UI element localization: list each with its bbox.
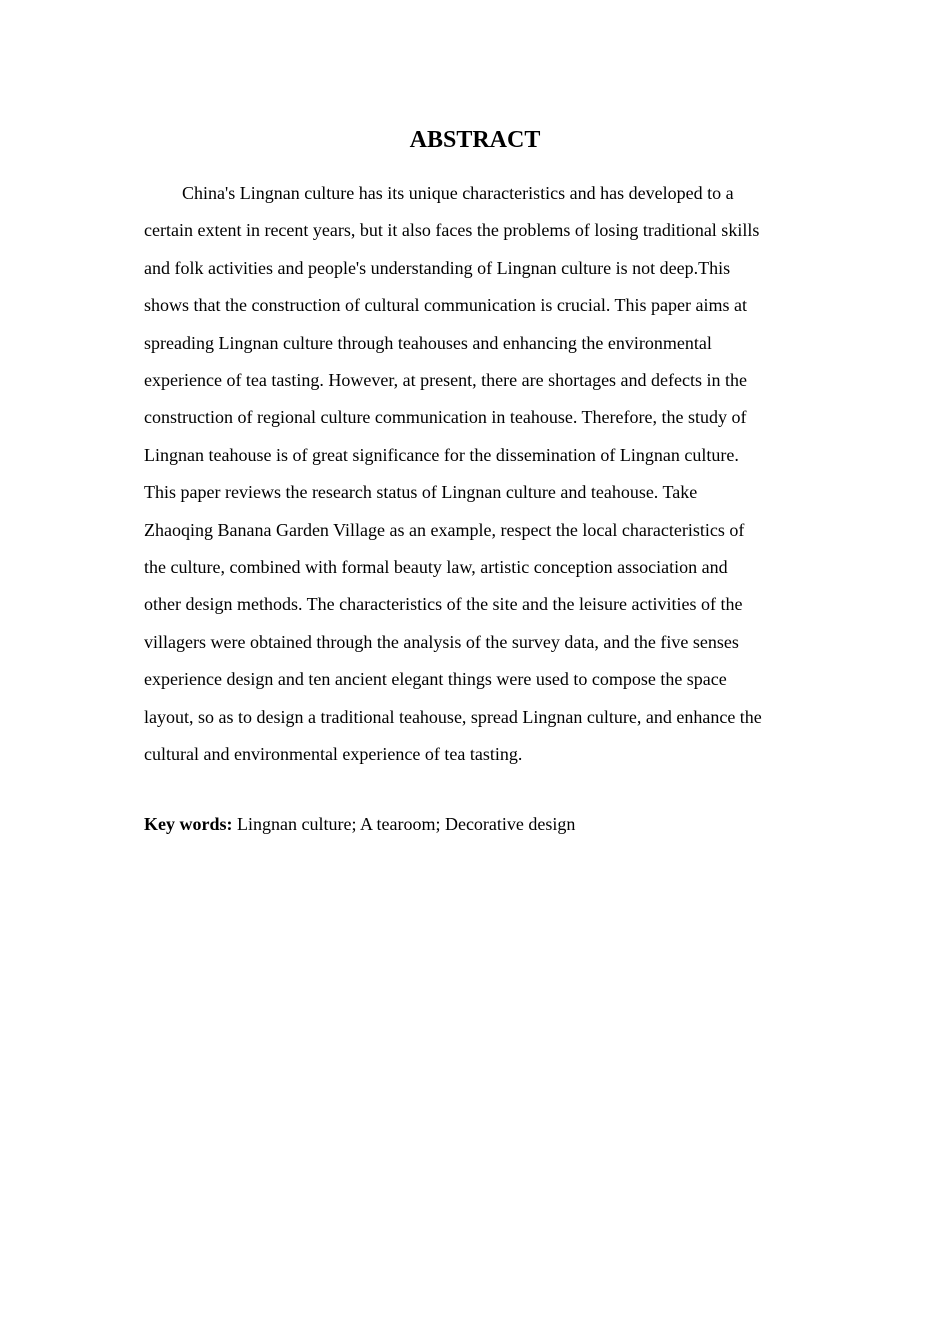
abstract-line: shows that the construction of cultural communication is crucial. This paper aims at [144, 295, 748, 316]
abstract-line: experience design and ten ancient elegant things were used to compose the space [144, 669, 727, 690]
abstract-line: layout, so as to design a traditional teahouse, spread Lingnan culture, and enhance the [144, 706, 762, 727]
keywords-line [144, 808, 806, 840]
abstract-paragraph [144, 175, 806, 774]
page-title: ABSTRACT [409, 127, 541, 153]
abstract-line: spreading Lingnan culture through teahouses and enhancing the environmental [144, 332, 712, 353]
abstract-line: certain extent in recent years, but it also faces the problems of losing traditional skills [144, 220, 760, 241]
abstract-line: This paper reviews the research status of Lingnan culture and teahouse. Take [144, 482, 698, 503]
abstract-line: cultural and environmental experience of tea tasting. [144, 744, 523, 765]
abstract-line: Zhaoqing Banana Garden Village as an example, respect the local characteristics of [144, 519, 745, 540]
abstract-line: the culture, combined with formal beauty law, artistic conception association and [144, 557, 728, 578]
abstract-line: China's Lingnan culture has its unique characteristics and has developed to a [182, 183, 734, 203]
abstract-line: other design methods. The characteristics of the site and the leisure activities of the [144, 594, 743, 615]
abstract-line: Lingnan teahouse is of great significance for the dissemination of Lingnan culture. [144, 444, 739, 465]
abstract-line: and folk activities and people's understanding of Lingnan culture is not deep.This [144, 257, 731, 278]
keywords-value: Lingnan culture; A tearoom; Decorative design [237, 814, 576, 834]
keywords-label: Key words: [144, 814, 233, 834]
abstract-line: construction of regional culture communication in teahouse. Therefore, the study of [144, 407, 747, 428]
abstract-line: experience of tea tasting. However, at present, there are shortages and defects in the [144, 370, 748, 391]
abstract-line: villagers were obtained through the analysis of the survey data, and the five senses [144, 631, 739, 652]
